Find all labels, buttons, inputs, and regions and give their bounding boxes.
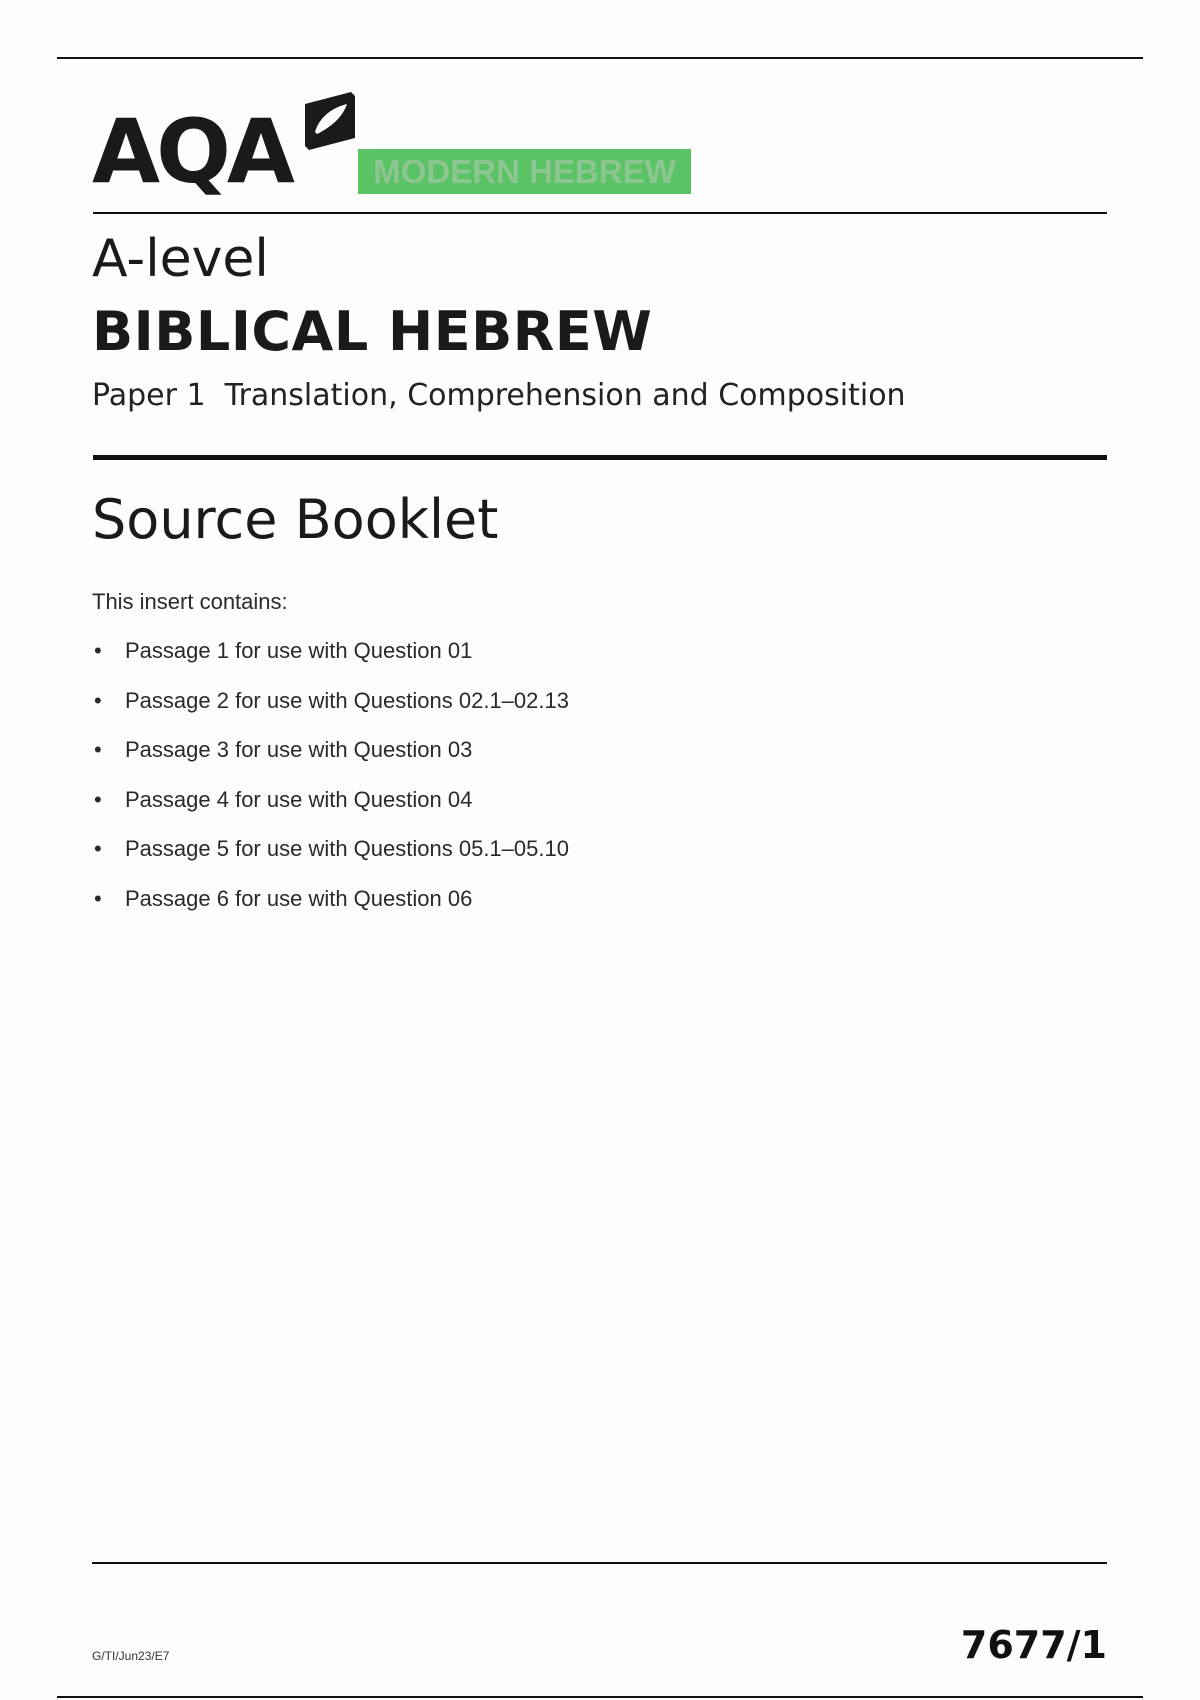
- list-item: [92, 637, 569, 687]
- bullet-icon: •: [94, 836, 102, 862]
- bullet-icon: •: [94, 638, 102, 663]
- header-rule: [93, 212, 1107, 214]
- list-item-text: Passage 5 for use with Questions 05.1–05.10: [125, 836, 569, 862]
- paper-code: 7677/1: [960, 1623, 1107, 1667]
- subject-stamp: MODERN HEBREW: [358, 149, 691, 194]
- subject-title: BIBLICAL HEBREW: [92, 300, 653, 363]
- paper-title: Paper 1 Translation, Comprehension and Composition: [92, 378, 906, 413]
- bullet-icon: •: [94, 737, 102, 763]
- bullet-icon: •: [94, 885, 102, 911]
- top-rule: [57, 57, 1143, 59]
- list-item: [92, 687, 569, 737]
- aqa-logo: [92, 88, 359, 203]
- list-item-text: Passage 6 for use with Question 06: [125, 885, 473, 911]
- qualification-level: A-level: [92, 229, 269, 289]
- bullet-icon: •: [94, 786, 102, 812]
- list-item: [92, 835, 569, 885]
- footer-rule: [92, 1562, 1107, 1564]
- booklet-heading: Source Booklet: [92, 488, 499, 551]
- bottom-rule: [57, 1696, 1143, 1698]
- list-item: [92, 786, 569, 836]
- title-rule: [93, 455, 1107, 460]
- aqa-leaf-mark-icon: [301, 90, 359, 152]
- list-item-text: Passage 2 for use with Questions 02.1–02.13: [125, 687, 569, 713]
- reference-code: G/TI/Jun23/E7: [92, 1649, 170, 1663]
- bullet-icon: •: [94, 687, 102, 713]
- logo-text: AQA: [92, 100, 292, 203]
- list-item-text: Passage 3 for use with Question 03: [125, 737, 473, 763]
- list-item: [92, 885, 569, 935]
- list-item-text: Passage 1 for use with Question 01: [125, 638, 473, 663]
- insert-intro: This insert contains:: [92, 589, 288, 614]
- list-item: [92, 736, 569, 786]
- list-item-text: Passage 4 for use with Question 04: [125, 786, 473, 812]
- passage-list: [92, 637, 569, 935]
